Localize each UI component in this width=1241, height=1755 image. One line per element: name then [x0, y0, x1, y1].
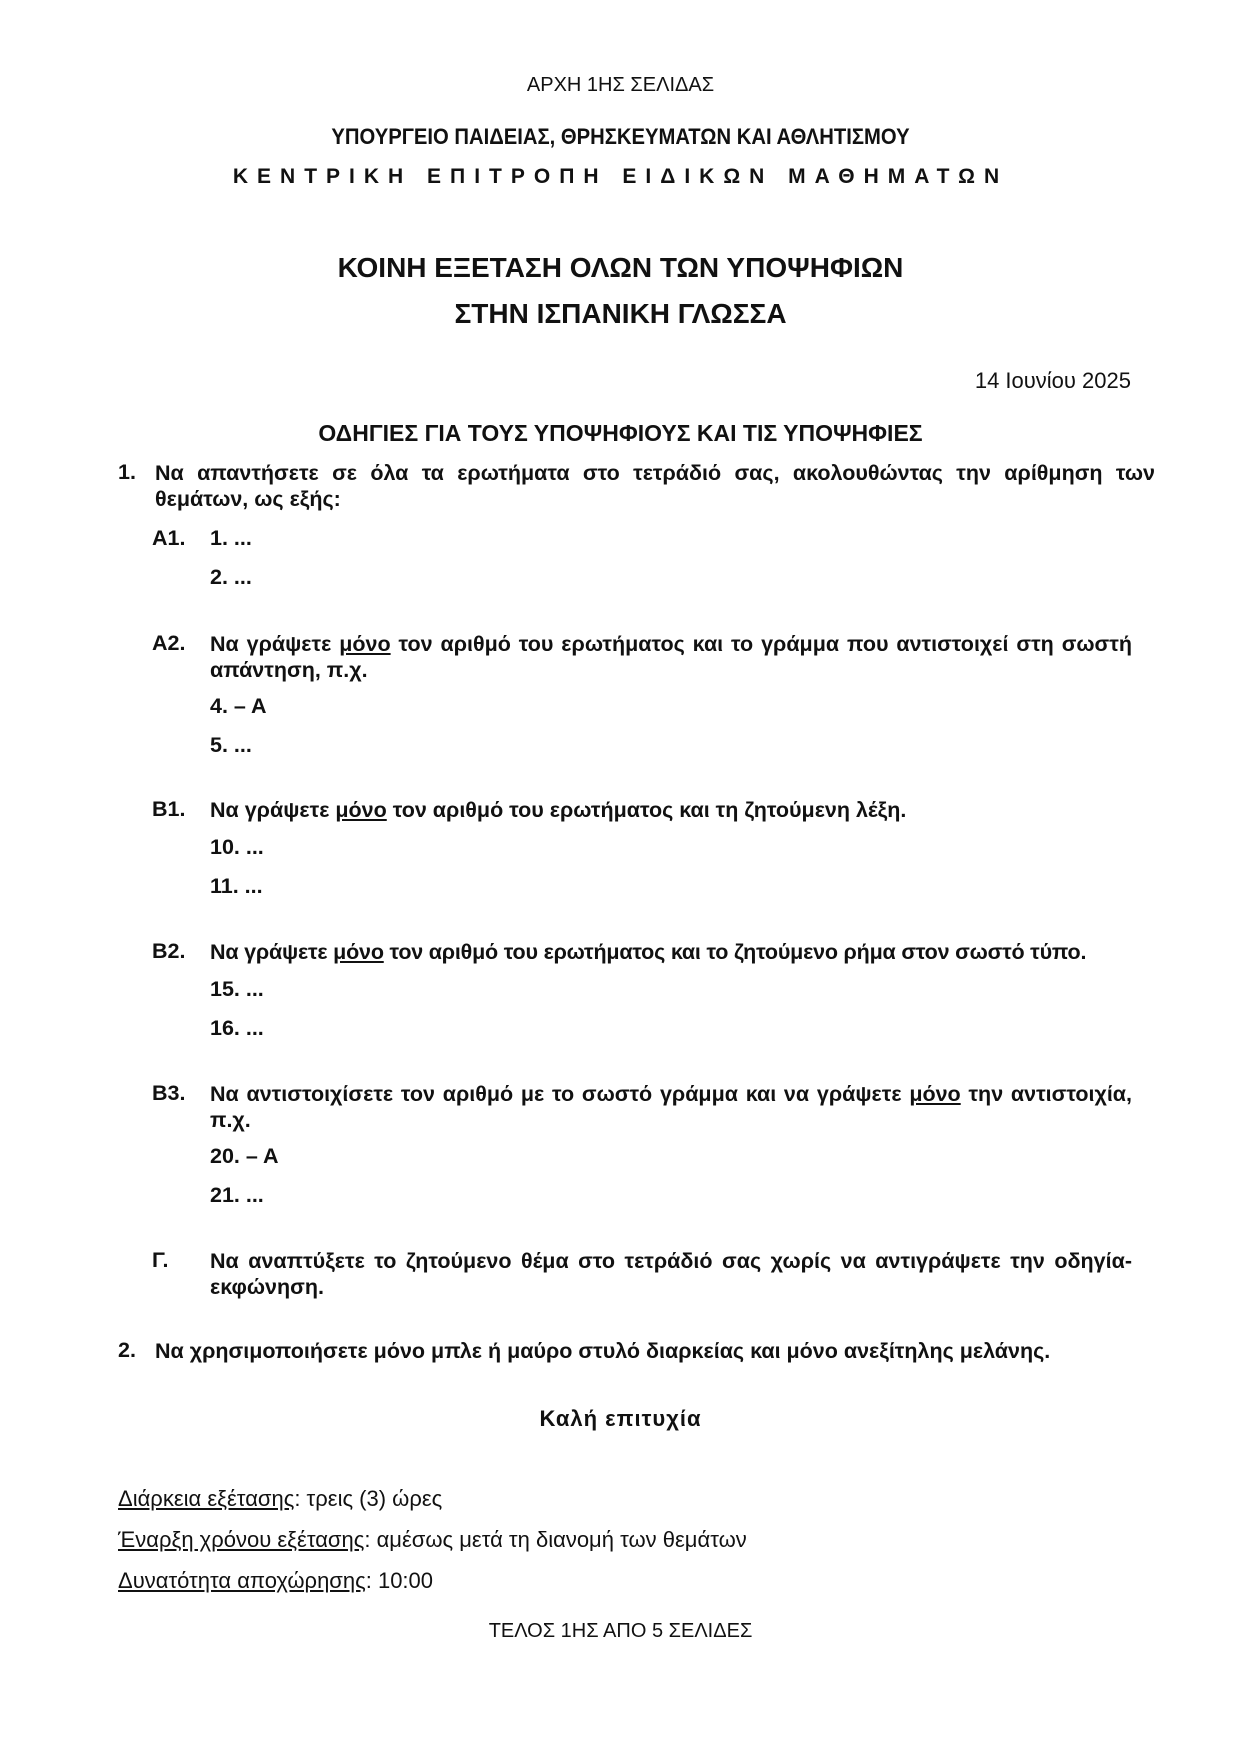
- duration-label: Διάρκεια εξέτασης: [118, 1486, 295, 1511]
- section-text: Να γράψετε μόνο τον αριθμό του ερωτήματος και τη ζητούμενη λέξη.: [210, 798, 907, 822]
- instruction-text: Να χρησιμοποιήσετε μόνο μπλε ή μαύρο στυλό διαρκείας και μόνο ανεξίτηλης μελάνης.: [155, 1339, 1051, 1363]
- start-label: Έναρξη χρόνου εξέτασης: [118, 1527, 365, 1552]
- page-end-marker: ΤΕΛΟΣ 1ΗΣ ΑΠΟ 5 ΣΕΛΙΔΕΣ: [488, 1620, 753, 1642]
- example-line: 5. ...: [210, 733, 252, 757]
- example-line: 20. – Α: [210, 1144, 279, 1168]
- leave-value: : 10:00: [365, 1568, 434, 1593]
- exam-duration: [118, 1486, 442, 1512]
- instruction-number: 1.: [118, 460, 136, 484]
- section-label: Β1.: [152, 797, 186, 821]
- section-text: Να αναπτύξετε το ζητούμενο θέμα στο τετράδιό σας χωρίς να αντιγράψετε την οδηγία-εκφώνηση.: [210, 1249, 1132, 1299]
- section-text: Να γράψετε μόνο τον αριθμό του ερωτήματος και το γράμμα που αντιστοιχεί στη σωστή απάντηση, π.χ.: [210, 632, 1132, 682]
- instructions-heading: ΟΔΗΓΙΕΣ ΓΙΑ ΤΟΥΣ ΥΠΟΨΗΦΙΟΥΣ ΚΑΙ ΤΙΣ ΥΠΟΨΗΦΙΕΣ: [318, 420, 923, 446]
- ministry-name: ΥΠΟΥΡΓΕΙΟ ΠΑΙΔΕΙΑΣ, ΘΡΗΣΚΕΥΜΑΤΩΝ ΚΑΙ ΑΘΛΗΤΙΣΜΟΥ: [331, 124, 910, 149]
- exam-date: 14 Ιουνίου 2025: [974, 368, 1131, 393]
- leave-label: Δυνατότητα αποχώρησης: [118, 1568, 366, 1593]
- section-text: Να αντιστοιχίσετε τον αριθμό με το σωστό γράμμα και να γράψετε μόνο την αντιστοιχία, π.χ.: [210, 1082, 1133, 1132]
- committee-name: ΚΕΝΤΡΙΚΗ ΕΠΙΤΡΟΠΗ ΕΙΔΙΚΩΝ ΜΑΘΗΜΑΤΩΝ: [232, 165, 1009, 188]
- section-label: Β2.: [152, 939, 186, 963]
- instruction-text: Να απαντήσετε σε όλα τα ερωτήματα στο τετράδιό σας, ακολουθώντας την αρίθμηση των θεμάτων, ως εξής:: [155, 461, 1155, 511]
- emphasis-only: μόνο: [333, 940, 384, 964]
- exam-start: [118, 1527, 747, 1553]
- section-text: Να γράψετε μόνο τον αριθμό του ερωτήματος και το ζητούμενο ρήμα στον σωστό τύπο.: [210, 940, 1087, 964]
- example-line: 21. ...: [210, 1183, 264, 1207]
- example-line: 10. ...: [210, 835, 264, 859]
- emphasis-only: μόνο: [335, 798, 387, 822]
- example-line: 11. ...: [210, 874, 263, 898]
- example-line: 16. ...: [210, 1016, 264, 1040]
- example-line: 1. ...: [210, 526, 252, 550]
- exam-title-line1: ΚΟΙΝΗ ΕΞΕΤΑΣΗ ΟΛΩΝ ΤΩΝ ΥΠΟΨΗΦΙΩΝ: [337, 252, 904, 283]
- good-luck: Καλή επιτυχία: [539, 1406, 702, 1431]
- section-label: Α1.: [152, 526, 186, 550]
- start-value: : αμέσως μετά τη διανομή των θεμάτων: [364, 1527, 747, 1552]
- instruction-number: 2.: [118, 1338, 136, 1362]
- section-label: Β3.: [152, 1081, 186, 1105]
- example-line: 4. – Α: [210, 694, 267, 718]
- section-label: Γ.: [152, 1248, 169, 1272]
- page-start-marker: ΑΡΧΗ 1ΗΣ ΣΕΛΙΔΑΣ: [526, 74, 715, 96]
- emphasis-only: μόνο: [909, 1082, 961, 1106]
- example-line: 15. ...: [210, 977, 264, 1001]
- exam-leave: [118, 1568, 433, 1594]
- exam-title-line2: ΣΤΗΝ ΙΣΠΑΝΙΚΗ ΓΛΩΣΣΑ: [454, 298, 787, 329]
- emphasis-only: μόνο: [339, 632, 391, 656]
- section-label: Α2.: [152, 631, 186, 655]
- duration-value: : τρεις (3) ώρες: [294, 1486, 443, 1511]
- example-line: 2. ...: [210, 565, 252, 589]
